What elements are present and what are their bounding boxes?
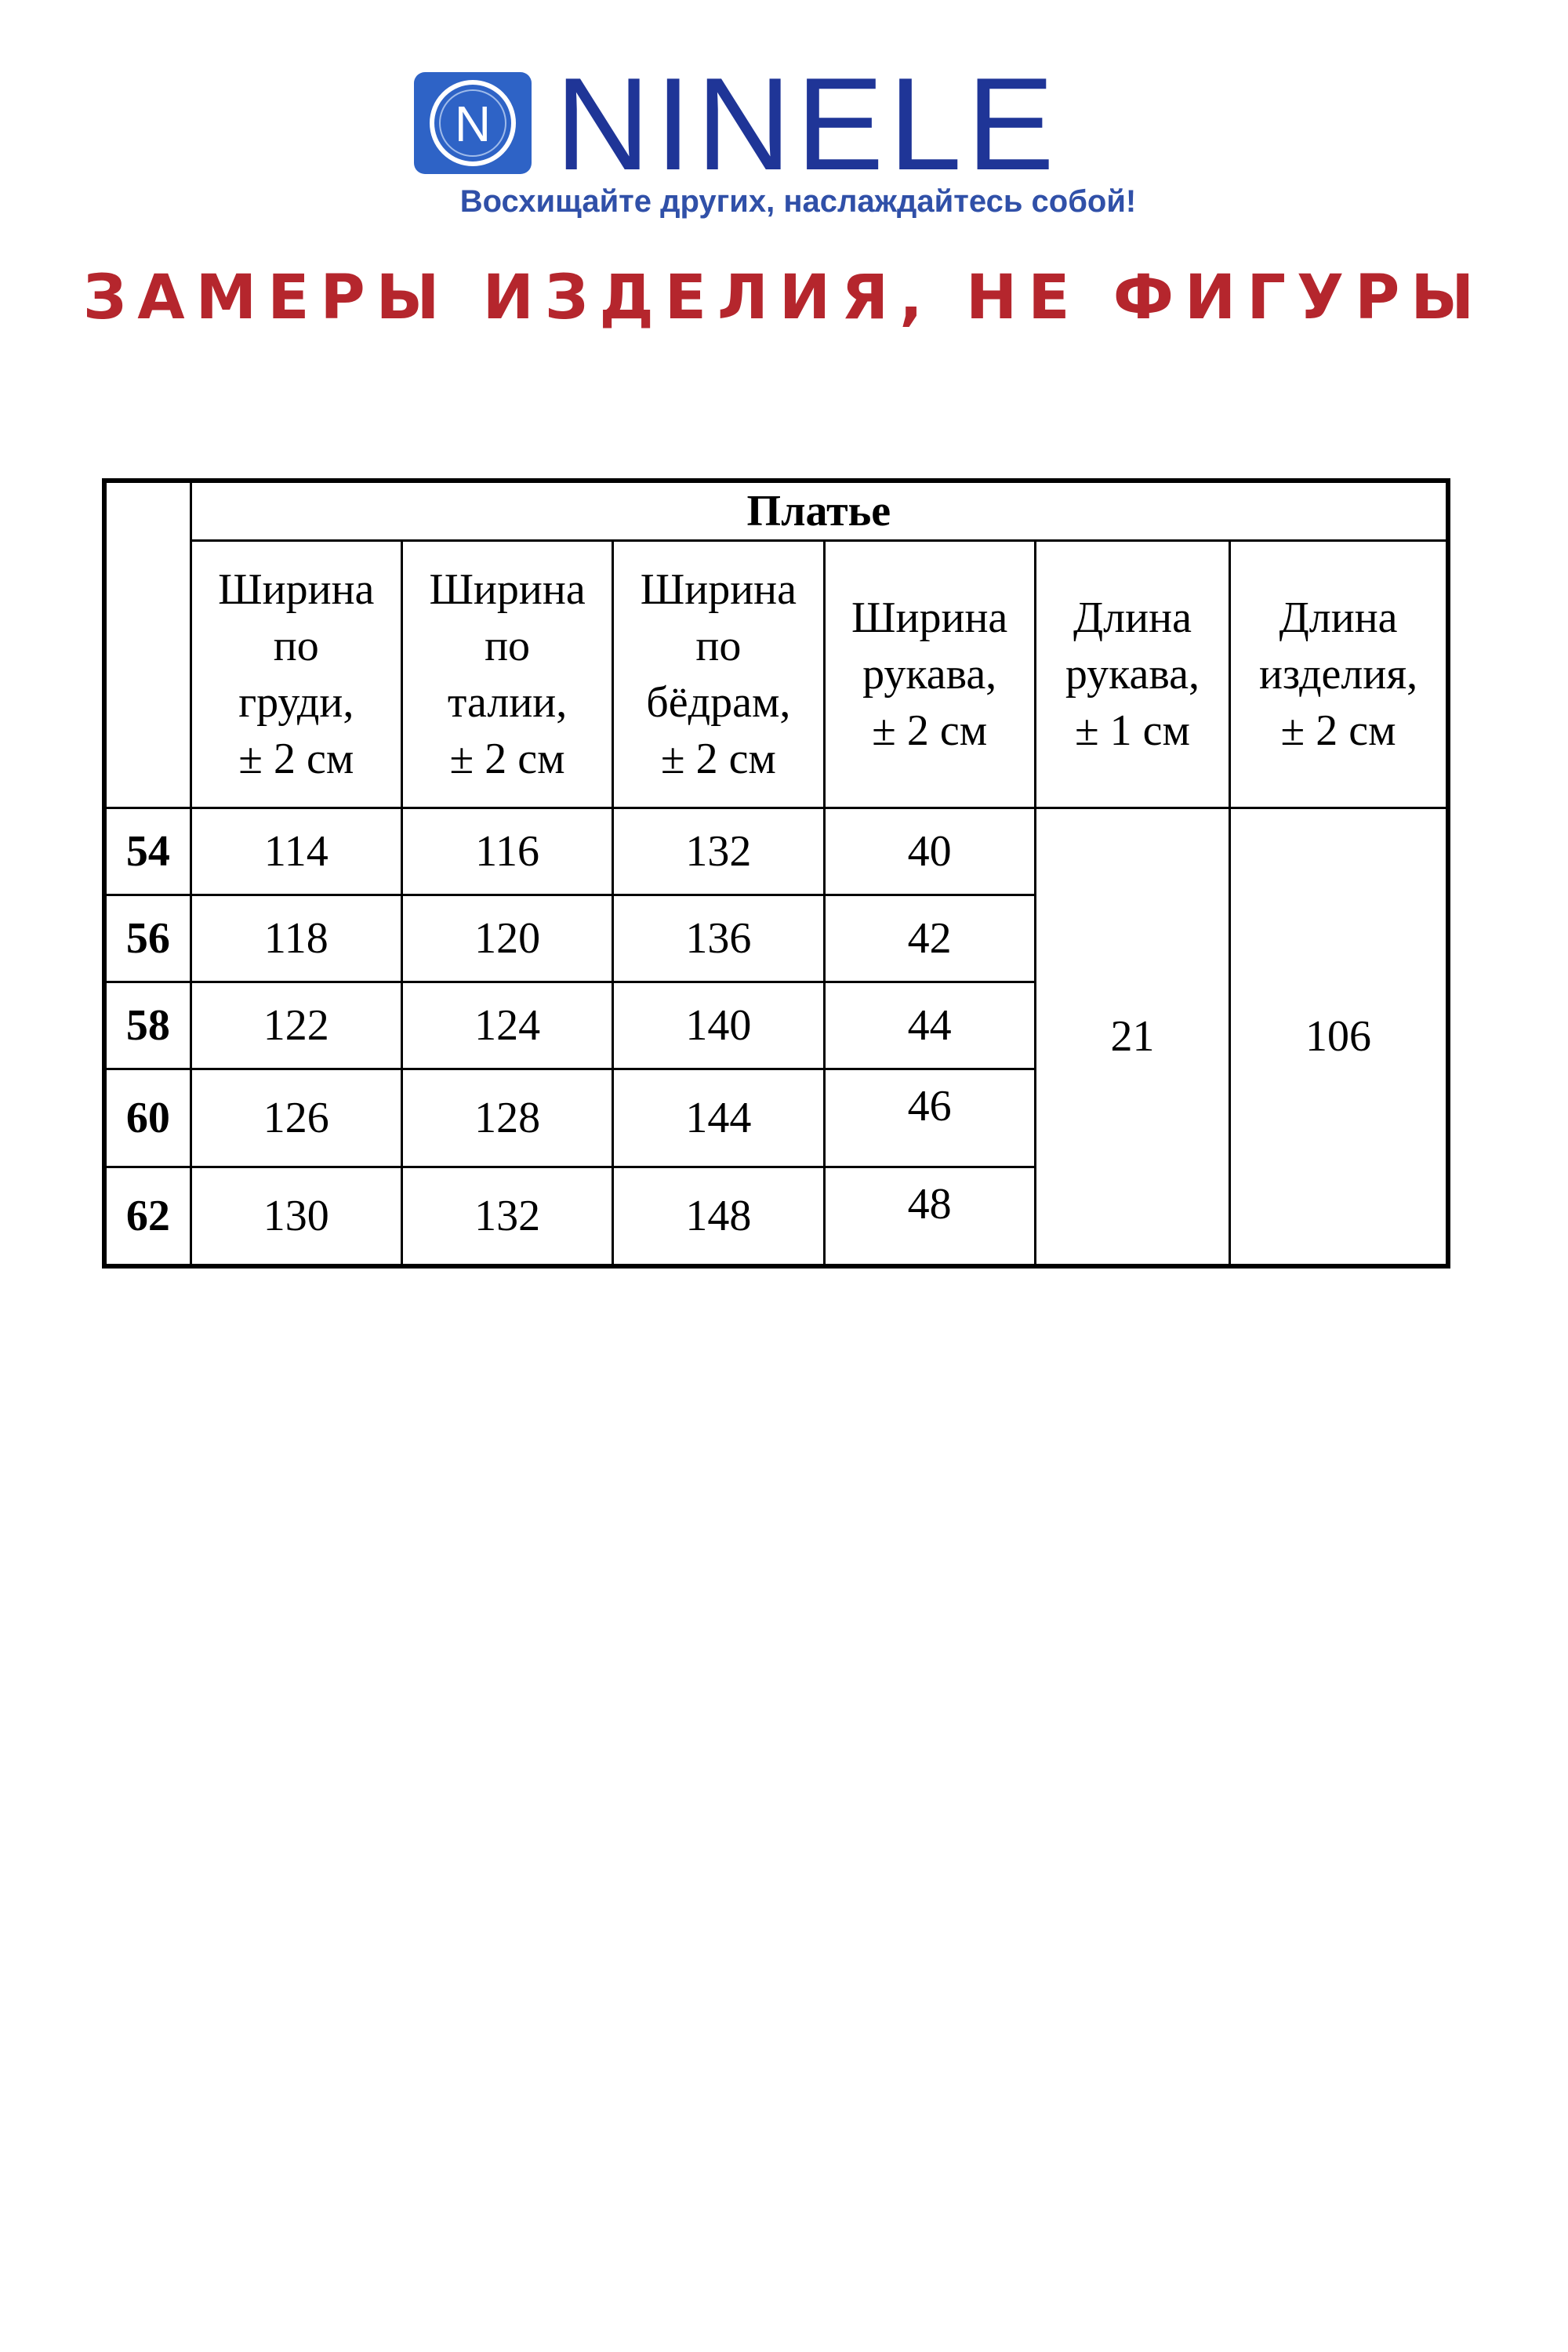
waist-cell: 124 xyxy=(401,982,612,1069)
chest-cell: 114 xyxy=(191,808,401,895)
size-cell: 54 xyxy=(104,808,191,895)
column-header-product-length: Длина изделия, ± 2 см xyxy=(1230,541,1448,808)
column-header-sleeve-length: Длина рукава, ± 1 см xyxy=(1035,541,1229,808)
column-header-hips: Ширина по бёдрам, ± 2 см xyxy=(613,541,824,808)
logo-badge-icon xyxy=(414,72,532,174)
hips-cell: 132 xyxy=(613,808,824,895)
waist-cell: 116 xyxy=(401,808,612,895)
sleeve-width-cell: 48 xyxy=(824,1167,1035,1267)
hips-cell: 148 xyxy=(613,1167,824,1267)
chest-cell: 126 xyxy=(191,1069,401,1167)
waist-cell: 120 xyxy=(401,895,612,982)
hips-cell: 136 xyxy=(613,895,824,982)
table-title: Платье xyxy=(191,481,1448,541)
waist-cell: 128 xyxy=(401,1069,612,1167)
table-row xyxy=(104,808,1448,895)
hips-cell: 144 xyxy=(613,1069,824,1167)
page-heading: ЗАМЕРЫ ИЗДЕЛИЯ, НЕ ФИГУРЫ xyxy=(82,263,1486,333)
size-cell: 56 xyxy=(104,895,191,982)
size-cell: 62 xyxy=(104,1167,191,1267)
chest-cell: 122 xyxy=(191,982,401,1069)
brand-logo xyxy=(414,50,1182,229)
column-header-row xyxy=(104,541,1448,808)
size-cell: 58 xyxy=(104,982,191,1069)
hips-cell: 140 xyxy=(613,982,824,1069)
column-header-chest: Ширина по груди, ± 2 см xyxy=(191,541,401,808)
table-title-row xyxy=(104,481,1448,541)
size-cell: 60 xyxy=(104,1069,191,1167)
product-length-cell: 106 xyxy=(1230,808,1448,1267)
column-header-sleeve-width: Ширина рукава, ± 2 см xyxy=(824,541,1035,808)
waist-cell: 132 xyxy=(401,1167,612,1267)
logo-mark-letter: N xyxy=(454,96,492,152)
sleeve-length-cell: 21 xyxy=(1035,808,1229,1267)
logo-wordmark: NINELE xyxy=(555,50,1059,198)
chest-cell: 130 xyxy=(191,1167,401,1267)
column-header-waist: Ширина по талии, ± 2 см xyxy=(401,541,612,808)
sleeve-width-cell: 42 xyxy=(824,895,1035,982)
logo-slogan: Восхищайте других, наслаждайтесь собой! xyxy=(459,184,1137,219)
size-table xyxy=(102,478,1450,1269)
sleeve-width-cell: 40 xyxy=(824,808,1035,895)
chest-cell: 118 xyxy=(191,895,401,982)
sleeve-width-cell: 46 xyxy=(824,1069,1035,1167)
sleeve-width-cell: 44 xyxy=(824,982,1035,1069)
size-header-cell xyxy=(104,481,191,808)
